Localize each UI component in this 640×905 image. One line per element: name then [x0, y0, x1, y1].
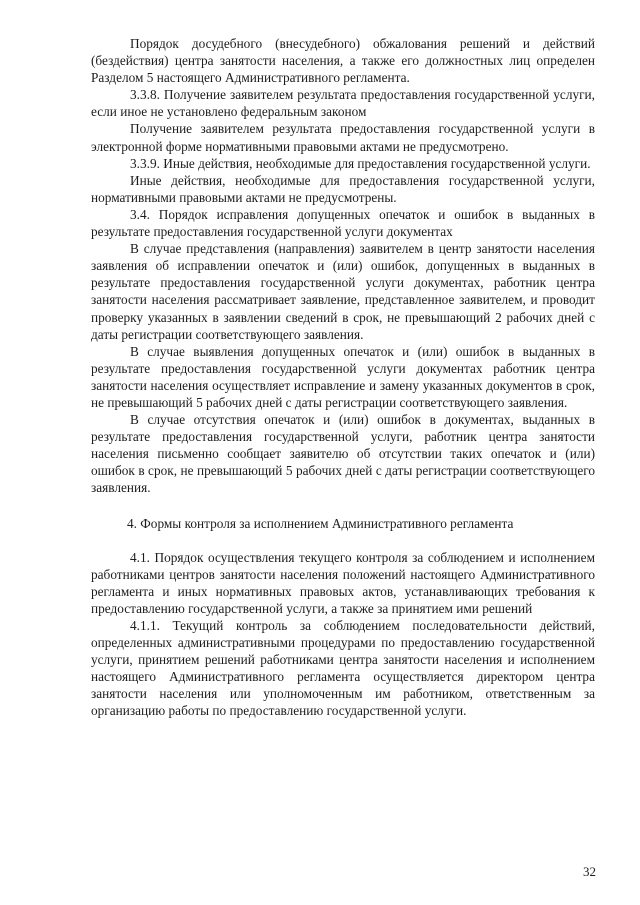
document-page: [91, 35, 595, 720]
paragraph-3-4-correction: В случае выявления допущенных опечаток и (или) ошибок в выданных в результате предоставления государственной услуги документах работник центра занятости населения осуществляет исправление и замену указанных документов в срок, не превышающий 5 рабочих дней с даты регистрации соответствующего заявления.: [91, 343, 595, 410]
section-heading: 4. Формы контроля за исполнением Административного регламента: [127, 515, 514, 531]
paragraph-3-3-8-body: Получение заявителем результата предоставления государственной услуги в электронной форме нормативными правовыми актами не предусмотрено.: [91, 121, 595, 154]
paragraph-3-4-title: 3.4. Порядок исправления допущенных опечаток и ошибок в выданных в результате предоставления государственной услуги документах: [91, 206, 595, 240]
paragraph-3-4-submission: В случае представления (направления) заявителем в центр занятости населения заявления об исправлении опечаток и (или) ошибок, допущенных в выданных в результате предоставления государственной услуги документах, работник центра занятости населения рассматривает заявление, представленное заявителем, и проводит проверку указанных в заявлении сведений в срок, не превышающий 2 рабочих дней с даты регистрации соответствующего заявления.: [91, 241, 595, 342]
paragraph-appeal-procedure: Порядок досудебного (внесудебного) обжалования решений и действий (бездействия) центра занятости населения, а также его должностных лиц определен Разделом 5 настоящего Административного регламента.: [91, 36, 595, 86]
page-number: 32: [583, 864, 596, 879]
paragraph-4-1: 4.1. Порядок осуществления текущего контроля за соблюдением и исполнением работниками центров занятости населения положений настоящего Административного регламента и иных нормативных правовых актов, устанавливающих требования к предоставлению государственной услуги, а также за принятием ими решений: [91, 549, 595, 616]
paragraph-4-1-1: 4.1.1. Текущий контроль за соблюдением последовательности действий, определенных административными процедурами по предоставлению государственной услуги, принятием решений работниками центра занятости населения и исполнением настоящего Административного регламента осуществляется директором центра занятости населения или уполномоченным им работником, ответственным за организацию работы по предоставлению государственной услуги.: [91, 618, 595, 719]
paragraph-3-3-9-body: Иные действия, необходимые для предоставления государственной услуги, нормативными правовыми актами не предусмотрены.: [91, 172, 595, 205]
paragraph-3-3-8-title: 3.3.8. Получение заявителем результата предоставления государственной услуги, если иное не установлено федеральным законом: [91, 87, 595, 120]
paragraph-3-3-9-title: 3.3.9. Иные действия, необходимые для предоставления государственной услуги.: [130, 155, 591, 171]
paragraph-3-4-no-errors: В случае отсутствия опечаток и (или) ошибок в документах, выданных в результате предоставления государственной услуги, работник центра занятости населения письменно сообщает заявителю об отсутствии таких опечаток и (или) ошибок в срок, не превышающий 5 рабочих дней с даты регистрации соответствующего заявления.: [91, 412, 595, 496]
